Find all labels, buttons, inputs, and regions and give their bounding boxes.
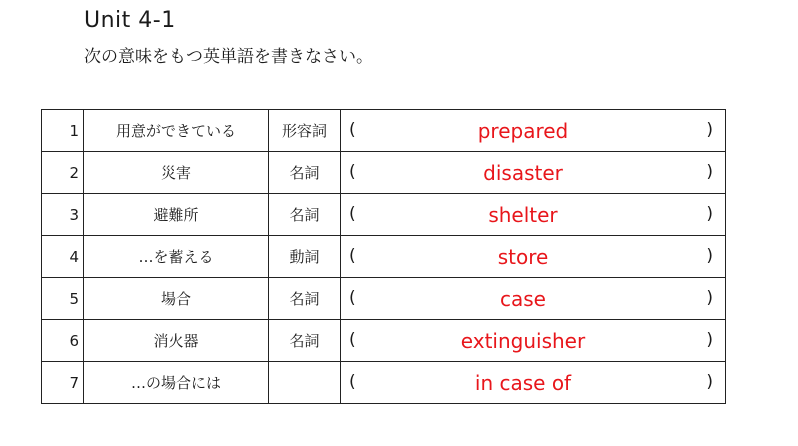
open-paren: ( <box>349 204 356 224</box>
instruction-text: 次の意味をもつ英単語を書きなさい。 <box>84 47 373 67</box>
row-number: 7 <box>42 362 84 404</box>
row-number: 6 <box>42 320 84 362</box>
answer-cell <box>341 110 726 152</box>
answer-cell <box>341 278 726 320</box>
page-title: Unit 4-1 <box>84 8 176 33</box>
table-row <box>42 362 726 404</box>
english-answer: shelter <box>488 202 558 227</box>
part-of-speech: 名詞 <box>269 152 341 194</box>
answer-cell <box>341 362 726 404</box>
part-of-speech: 名詞 <box>269 194 341 236</box>
close-paren: ) <box>706 162 713 182</box>
japanese-meaning: 災害 <box>84 152 269 194</box>
close-paren: ) <box>706 204 713 224</box>
english-answer: case <box>500 286 546 311</box>
row-number: 5 <box>42 278 84 320</box>
part-of-speech: 名詞 <box>269 278 341 320</box>
table-row <box>42 194 726 236</box>
table-row <box>42 110 726 152</box>
open-paren: ( <box>349 288 356 308</box>
part-of-speech: 名詞 <box>269 320 341 362</box>
japanese-meaning: 消火器 <box>84 320 269 362</box>
answer-cell <box>341 320 726 362</box>
open-paren: ( <box>349 162 356 182</box>
english-answer: prepared <box>477 118 569 143</box>
close-paren: ) <box>706 246 713 266</box>
answer-cell <box>341 194 726 236</box>
table-row <box>42 278 726 320</box>
close-paren: ) <box>706 372 713 392</box>
answer-cell <box>341 152 726 194</box>
part-of-speech: 形容詞 <box>269 110 341 152</box>
table-row <box>42 152 726 194</box>
close-paren: ) <box>706 120 713 140</box>
table-row <box>42 236 726 278</box>
close-paren: ) <box>706 330 713 350</box>
japanese-meaning: 用意ができている <box>84 110 269 152</box>
row-number: 2 <box>42 152 84 194</box>
open-paren: ( <box>349 246 356 266</box>
english-answer: store <box>497 244 549 269</box>
japanese-meaning: …の場合には <box>84 362 269 404</box>
row-number: 3 <box>42 194 84 236</box>
close-paren: ) <box>706 288 713 308</box>
japanese-meaning: 避難所 <box>84 194 269 236</box>
japanese-meaning: 場合 <box>84 278 269 320</box>
part-of-speech <box>269 362 341 404</box>
english-answer: in case of <box>474 370 572 395</box>
open-paren: ( <box>349 330 356 350</box>
vocabulary-table <box>41 109 726 404</box>
part-of-speech: 動詞 <box>269 236 341 278</box>
english-answer: extinguisher <box>460 328 586 353</box>
answer-cell <box>341 236 726 278</box>
english-answer: disaster <box>483 160 563 185</box>
row-number: 4 <box>42 236 84 278</box>
table-row <box>42 320 726 362</box>
open-paren: ( <box>349 372 356 392</box>
japanese-meaning: …を蓄える <box>84 236 269 278</box>
row-number: 1 <box>42 110 84 152</box>
open-paren: ( <box>349 120 356 140</box>
